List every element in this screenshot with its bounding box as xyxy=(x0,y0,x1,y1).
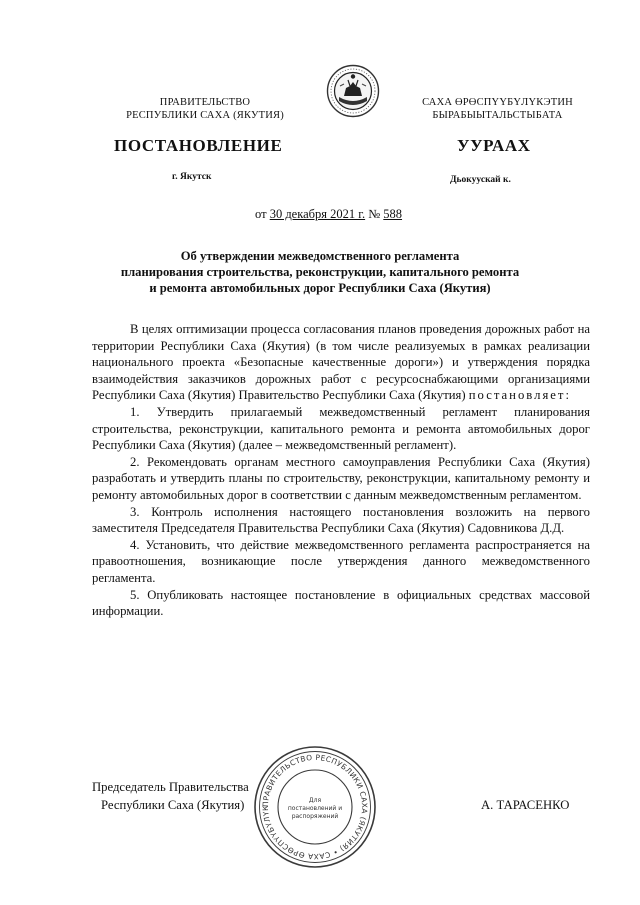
date-prefix: от xyxy=(255,207,267,221)
title-line: и ремонта автомобильных дорог Республики Саха (Якутия) xyxy=(149,281,491,295)
document-date: 30 декабря 2021 г. xyxy=(269,207,366,221)
signatory-position-line1: Председатель Правительства xyxy=(92,780,249,794)
document-title xyxy=(60,248,580,296)
signatory-position-line2: Республики Саха (Якутия) xyxy=(101,798,245,812)
number-sign: № xyxy=(368,207,381,221)
date-line xyxy=(255,207,402,222)
decree-item: 1. Утвердить прилагаемый межведомственный регламент планирования строительства, реконструкции, капитального ремонта и ремонта автомобильных дорог Республики Саха (Якутия) (далее – межведомственный регламент). xyxy=(92,404,590,453)
preamble-text: В целях оптимизации процесса согласования планов проведения дорожных работ на территории Республики Саха (Якутия) (в том числе реализуемых в рамках реализации национального проекта «Безопасные качественные дороги») и утверждения порядка взаимодействия заказчиков дорожных работ с ресурсоснабжающими организациями Республики Саха (Якутия) Правительство Республики Саха (Якутия) xyxy=(92,322,590,403)
document-number: 588 xyxy=(383,207,403,221)
city-ru: г. Якутск xyxy=(172,172,212,182)
stamp-center-line: распоряжений xyxy=(291,813,339,820)
republic-name-ru: РЕСПУБЛИКИ САХА (ЯКУТИЯ) xyxy=(126,110,284,121)
republic-emblem-icon xyxy=(326,64,380,118)
preamble-paragraph xyxy=(92,321,590,404)
stamp-ring-text: ПРАВИТЕЛЬСТВО РЕСПУБЛИКИ САХА (ЯКУТИЯ) • САХА ӨРӨСПҮҮБҮЛҮК xyxy=(260,752,370,862)
doc-type-ru: ПОСТАНОВЛЕНИЕ xyxy=(114,136,283,155)
document-body xyxy=(92,321,590,620)
decree-item: 3. Контроль исполнения настоящего постановления возложить на первого заместителя Председателя Правительства Республики Саха (Якутия) Садовникова Д.Д. xyxy=(92,504,590,536)
government-title-sah: САХА ӨРӨСПҮҮБҮЛҮКЭТИН xyxy=(422,97,573,108)
title-line: планирования строительства, реконструкции, капитального ремонта xyxy=(120,265,520,279)
decree-item: 4. Установить, что действие межведомственного регламента распространяется на правоотношения, возникающие после утверждения данного межведомственного регламента. xyxy=(92,537,590,585)
decree-word: постановляет: xyxy=(468,388,572,403)
official-stamp-icon xyxy=(252,744,378,870)
title-line: Об утверждении межведомственного регламента xyxy=(180,249,460,263)
city-sah: Дьокуускай к. xyxy=(450,175,511,185)
header-left xyxy=(95,96,315,122)
decree-item: 5. Опубликовать настоящее постановление в официальных средствах массовой информации. xyxy=(92,587,590,619)
government-title-ru: ПРАВИТЕЛЬСТВО xyxy=(159,97,251,108)
stamp-center-line: постановлений и xyxy=(287,805,343,812)
stamp-center-line: Для xyxy=(308,797,322,804)
doc-type-sah: УУРААХ xyxy=(457,136,531,155)
header-right xyxy=(390,96,605,122)
signatory-name: А. ТАРАСЕНКО xyxy=(481,798,570,812)
republic-name-sah: БЫРАБЫЫТАЛЬСТЫБАТА xyxy=(432,110,563,121)
decree-item: 2. Рекомендовать органам местного самоуправления Республики Саха (Якутия) разработать и утвердить планы по строительству, реконструкции, капитальному ремонту и ремонту автомобильных дорог в соответствии с данным межведомственным регламентом. xyxy=(92,454,590,502)
